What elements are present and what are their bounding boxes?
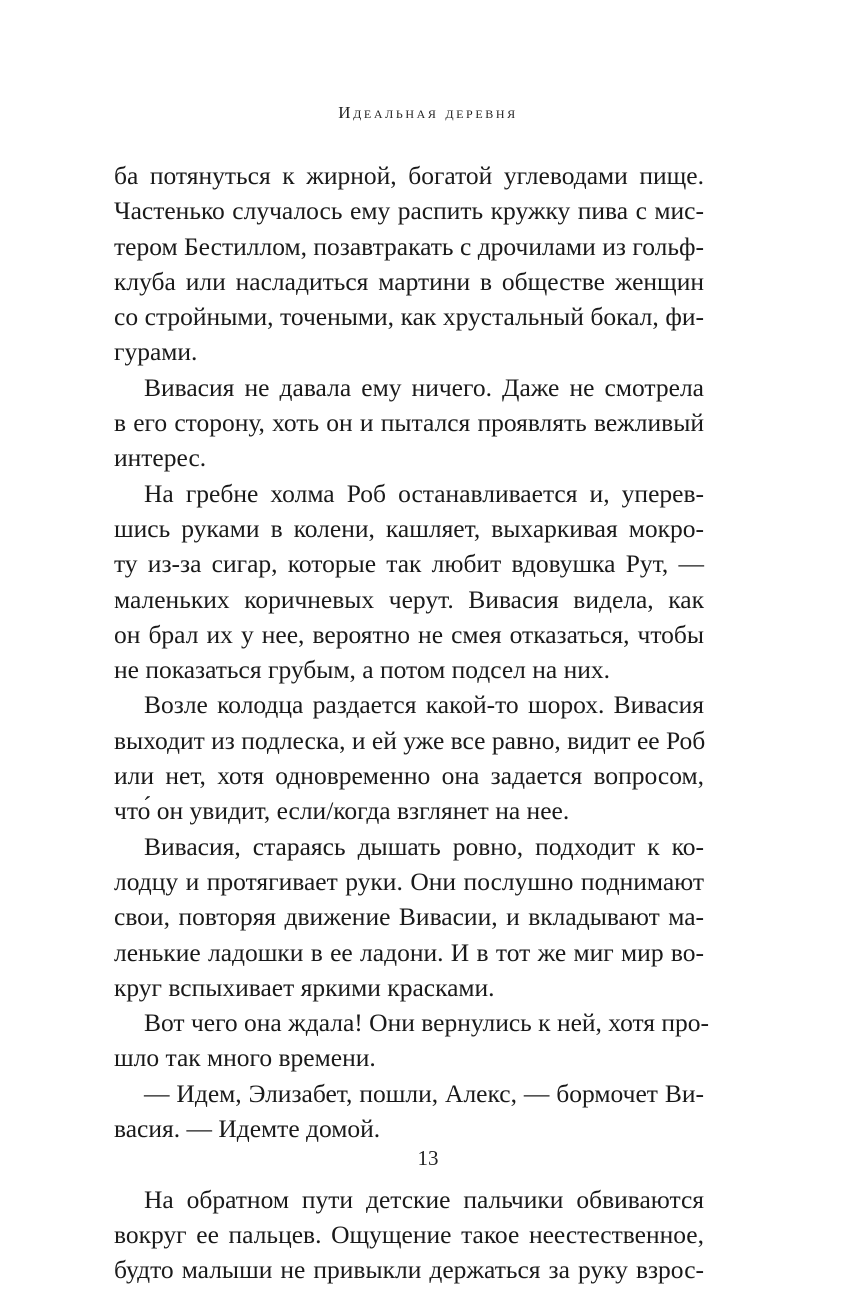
text-line: васия. — Идемте домой. — [114, 1114, 381, 1144]
text-line: Возле колодца раздается какой-то шорох. Вивасия — [144, 690, 704, 720]
text-line: На обратном пути детские пальчики обвиваются — [144, 1184, 704, 1214]
running-header: Идеальная деревня — [338, 103, 518, 122]
text-line: маленьких коричневых черут. Вивасия видела, как — [114, 584, 704, 614]
text-line: в его сторону, хоть он и пытался проявлять вежливый — [114, 408, 704, 438]
text-line: Вивасия, стараясь дышать ровно, подходит к ко- — [144, 831, 704, 861]
text-line: шло так много времени. — [114, 1043, 376, 1073]
text-line: или нет, хотя одновременно она задается вопросом, — [114, 761, 704, 791]
text-line: он брал их у нее, вероятно не смея отказаться, чтобы — [114, 619, 704, 649]
text-line: круг вспыхивает яркими красками. — [114, 972, 495, 1002]
text-line: Вивасия не давала ему ничего. Даже не смотрела — [144, 372, 704, 402]
text-line: свои, повторяя движение Вивасии, и вкладывают ма- — [114, 902, 704, 932]
text-line: ленькие ладошки в ее ладони. И в тот же миг мир во- — [114, 937, 704, 967]
text-line: шись руками в колени, кашляет, выхаркивая мокро- — [114, 513, 704, 543]
text-line: Частенько случалось ему распить кружку пива с мис- — [114, 196, 704, 226]
text-line: со стройными, точеными, как хрустальный бокал, фи- — [114, 302, 704, 332]
text-line: вокруг ее пальцев. Ощущение такое неестественное, — [114, 1219, 704, 1249]
text-line: что́ он увидит, если/когда взглянет на нее. — [114, 796, 570, 826]
text-line: лодцу и протягивает руки. Они послушно поднимают — [114, 866, 704, 896]
page-number: 13 — [417, 1146, 439, 1170]
text-line: ту из-за сигар, которые так любит вдовушка Рут, — — [114, 549, 704, 579]
text-line: не показаться грубым, а потом подсел на них. — [114, 655, 611, 685]
text-line: — Идем, Элизабет, пошли, Алекс, — бормочет Ви- — [144, 1078, 704, 1108]
text-line: Вот чего она ждала! Они вернулись к ней, хотя про- — [144, 1008, 710, 1038]
text-line: будто малыши не привыкли держаться за руку взрос- — [114, 1255, 704, 1285]
text-line: ба потянуться к жирной, богатой углеводами пище. — [114, 161, 704, 190]
text-line: На гребне холма Роб останавливается и, уперев- — [144, 478, 704, 508]
text-line: гурами. — [114, 337, 198, 367]
text-line: клуба или насладиться мартини в обществе женщин — [114, 266, 704, 296]
text-line: выходит из подлеска, и ей уже все равно, видит ее Роб — [114, 725, 706, 755]
body-text — [114, 158, 710, 1288]
text-line: тером Бестиллом, позавтракать с дрочилами из гольф- — [114, 231, 704, 261]
text-line: интерес. — [114, 443, 207, 473]
